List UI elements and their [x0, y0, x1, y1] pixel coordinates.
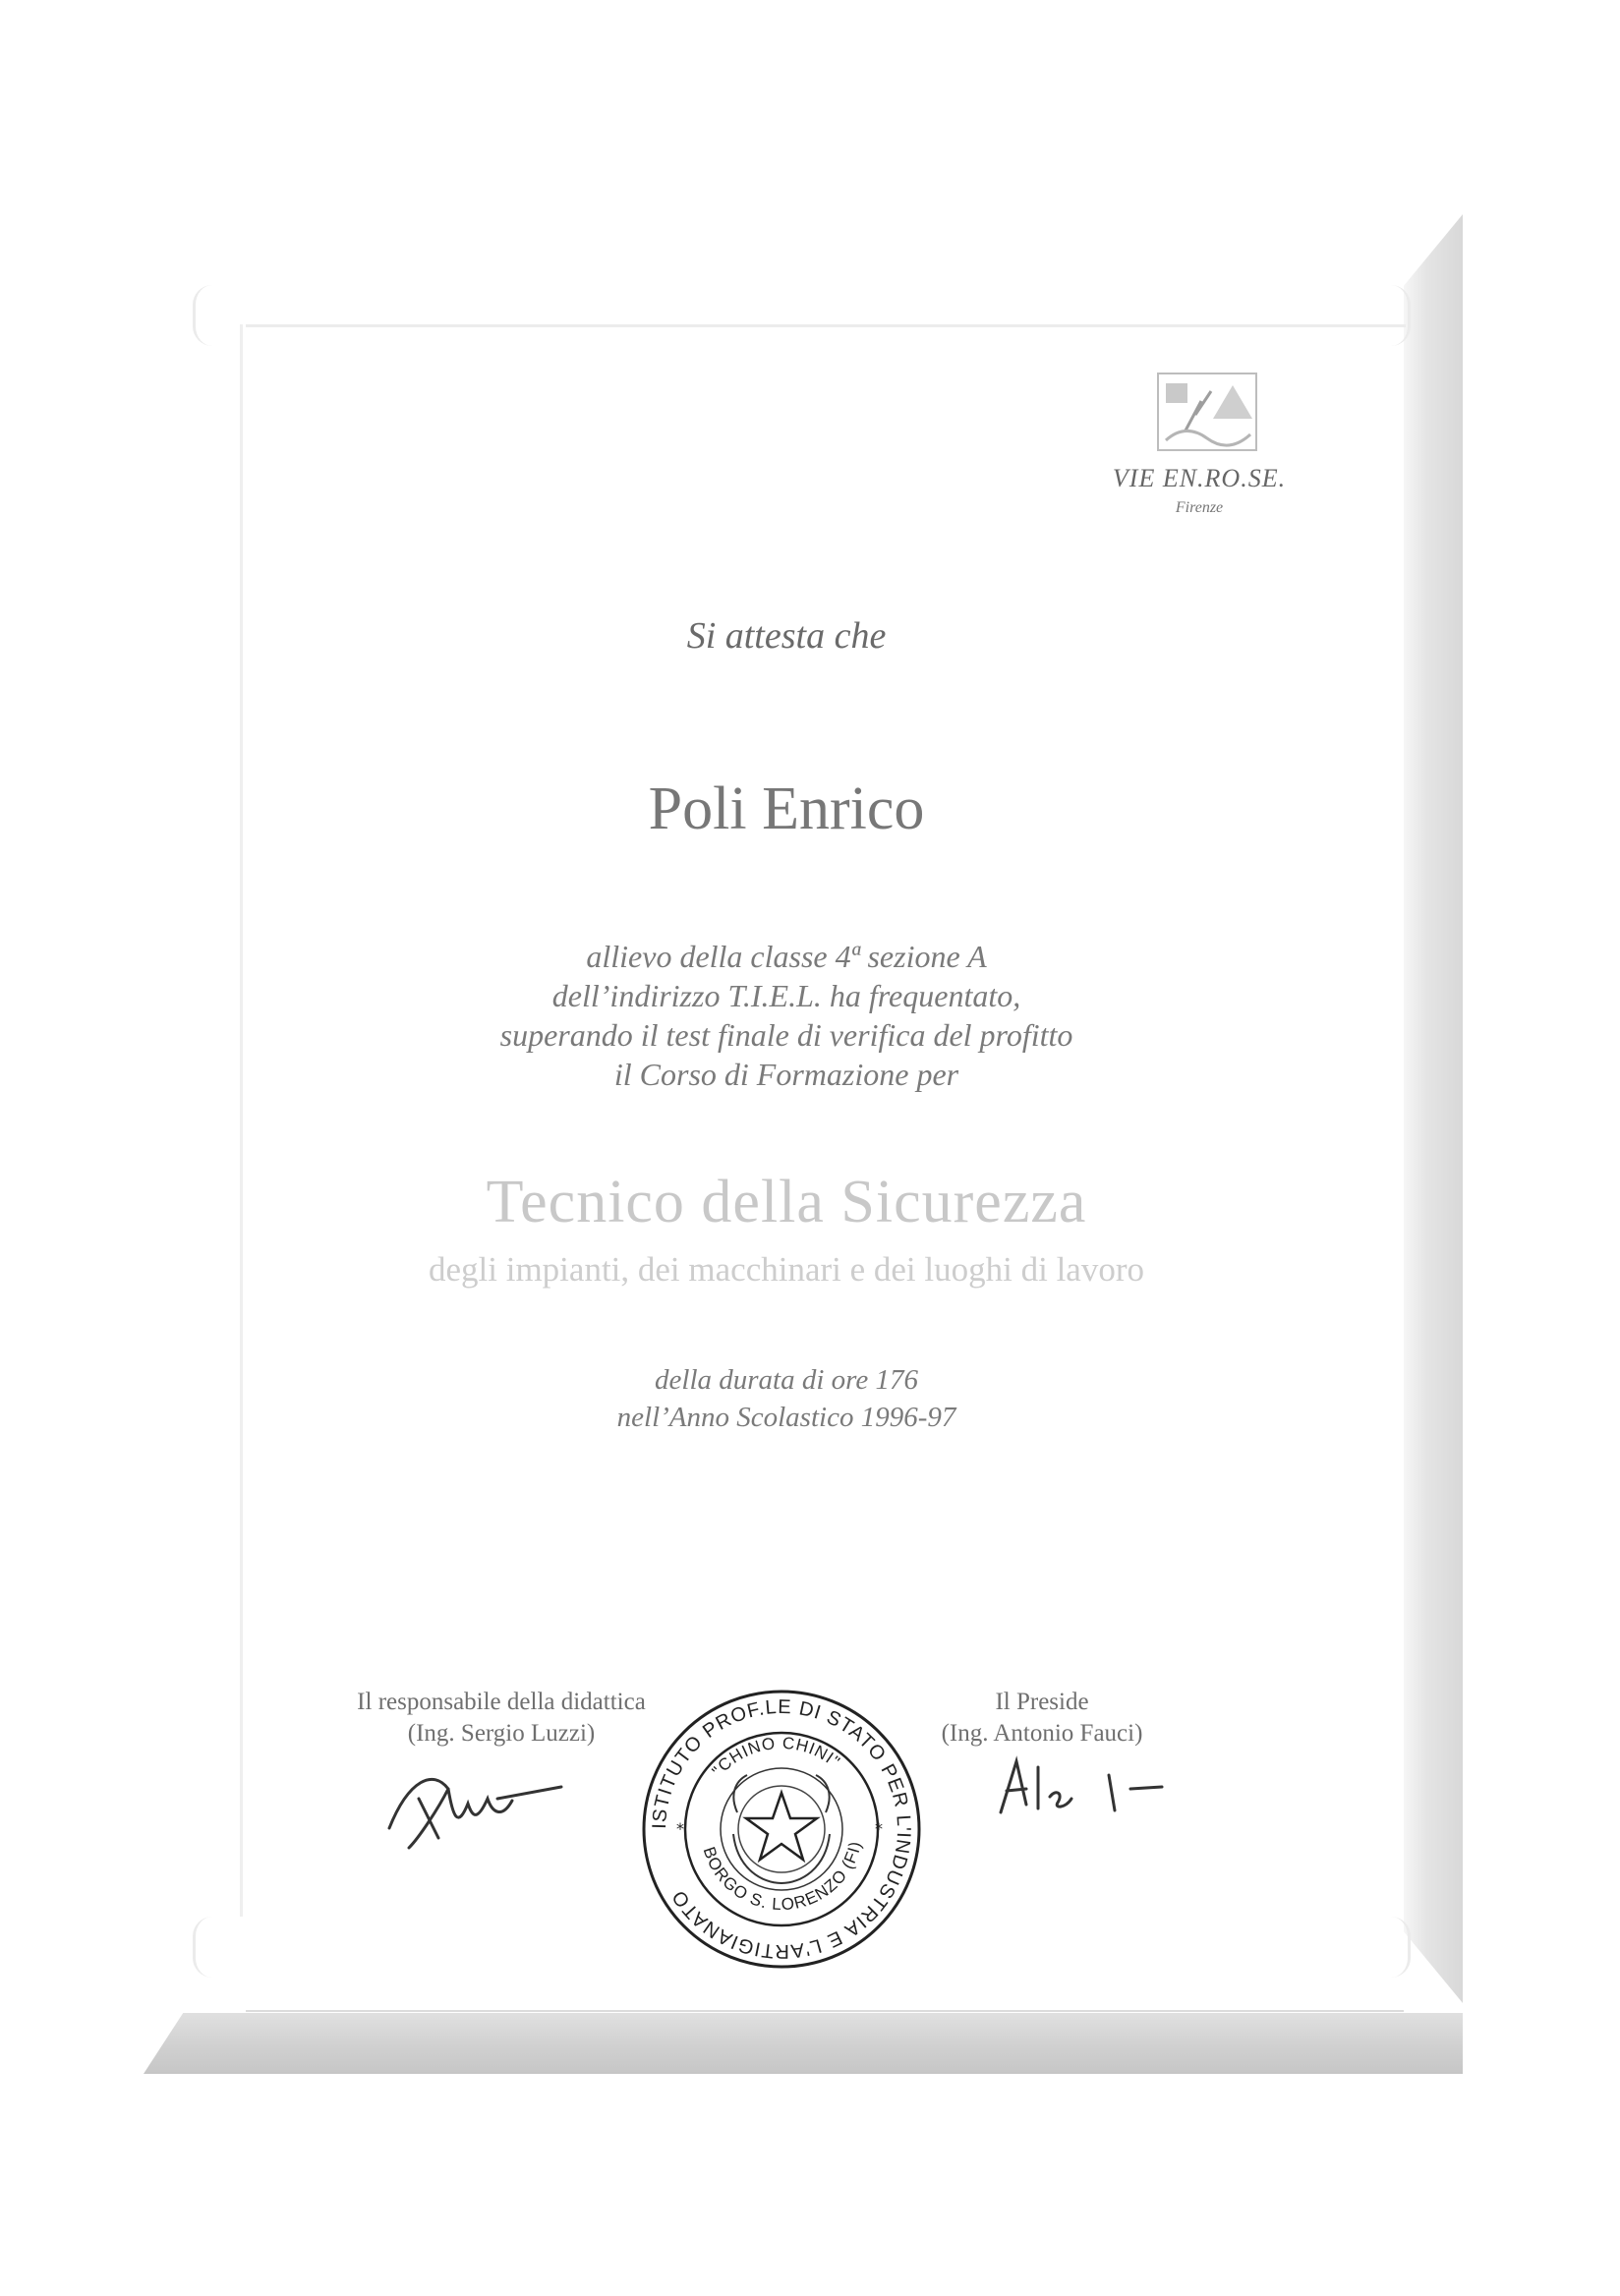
body-line: allievo della classe 4ª sezione A — [586, 939, 987, 974]
logo-city: Firenze — [1175, 499, 1224, 516]
body-line: superando il test finale di verifica del profitto — [499, 1017, 1073, 1053]
frame-corner-ornament — [193, 1917, 215, 1978]
frame-right-bevel — [1404, 214, 1463, 2003]
handwritten-signature-left — [379, 1759, 566, 1858]
frame-left-border — [240, 324, 243, 1917]
logo-brand-name: VIE EN.RO.SE. — [1112, 464, 1287, 492]
svg-text:*: * — [676, 1819, 684, 1838]
stamp-inner-bottom-text: BORGO S. LORENZO (FI) — [699, 1839, 865, 1915]
organization-logo-icon — [1156, 372, 1258, 452]
official-school-stamp — [639, 1687, 924, 1972]
stamp-inner-top-text: "CHINO CHINI" — [708, 1733, 844, 1781]
frame-corner-ornament — [193, 285, 215, 346]
signatory-name: (Ing. Antonio Fauci) — [941, 1720, 1143, 1747]
course-title: Tecnico della Sicurezza — [486, 1169, 1087, 1235]
duration-line: della durata di ore 176 — [655, 1364, 918, 1396]
frame-corner-ornament — [1388, 1917, 1411, 1978]
recipient-name: Poli Enrico — [648, 775, 925, 842]
frame-top-border — [246, 324, 1406, 327]
signatory-role: Il Preside — [995, 1689, 1089, 1715]
frame-corner-ornament — [1388, 285, 1411, 346]
stamp-outer-text: ISTITUTO PROF.LE DI STATO PER L'INDUSTRIA E L'ARTIGIANATO — [648, 1695, 915, 1963]
signatory-role: Il responsabile della didattica — [357, 1689, 646, 1715]
course-subtitle: degli impianti, dei macchinari e dei luoghi di lavoro — [429, 1250, 1144, 1289]
frame-bottom-bevel — [144, 2013, 1463, 2074]
svg-text:"CHINO CHINI" — [709, 1734, 844, 1781]
course-duration — [246, 1361, 1327, 1436]
signatory-left — [324, 1687, 678, 1750]
signatory-right — [914, 1687, 1170, 1750]
signatory-name: (Ing. Sergio Luzzi) — [407, 1720, 596, 1747]
handwritten-signature-right — [993, 1753, 1170, 1824]
body-line: il Corso di Formazione per — [613, 1057, 959, 1092]
body-line: dell’indirizzo T.I.E.L. ha frequentato, — [551, 978, 1021, 1013]
svg-text:*: * — [875, 1819, 883, 1838]
duration-line: nell’Anno Scolastico 1996-97 — [616, 1402, 956, 1433]
certificate-body — [246, 937, 1327, 1094]
frame-inner-bottom-border — [246, 2010, 1404, 2012]
certificate-intro: Si attesta che — [686, 615, 887, 657]
